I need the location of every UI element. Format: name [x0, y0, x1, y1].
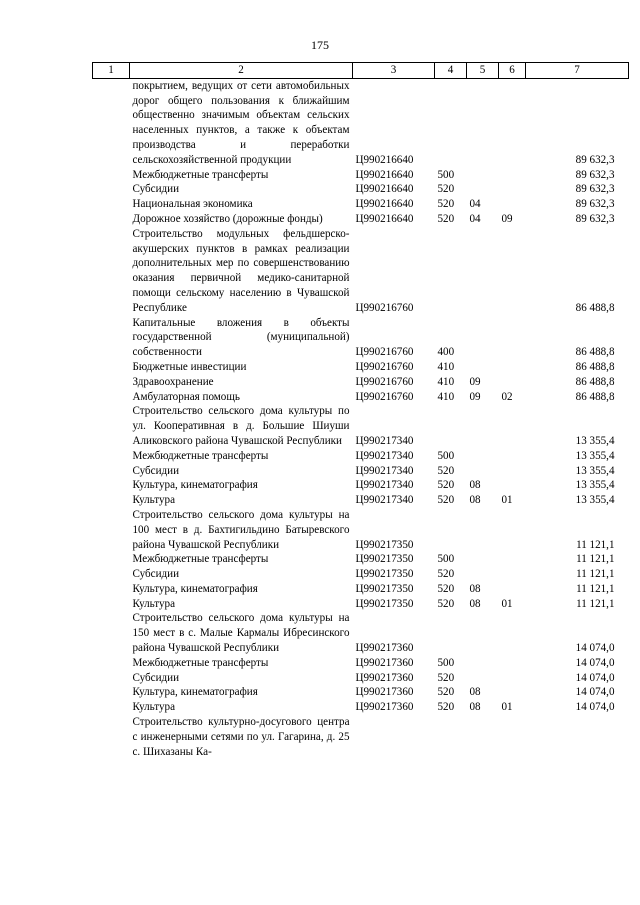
cell-expense-type: 410	[437, 375, 455, 388]
cell-target-code: Ц990217340	[355, 494, 414, 507]
table-row	[93, 404, 629, 448]
cell-subsection	[499, 375, 526, 390]
cell-empty	[93, 449, 130, 464]
cell-expense-type	[435, 404, 467, 448]
cell-empty	[93, 227, 130, 316]
cell-target-code: Ц990216760	[355, 375, 414, 388]
cell-subsection	[499, 227, 526, 316]
cell-empty	[93, 360, 130, 375]
cell-name: Культура	[132, 701, 176, 714]
cell-section: 08	[469, 701, 481, 714]
cell-name: Дорожное хозяйство (дорожные фонды)	[132, 212, 323, 225]
cell-name: Межбюджетные трансферты	[132, 168, 269, 181]
cell-expense-type: 520	[437, 494, 455, 507]
cell-amount: 86 488,8	[575, 346, 615, 359]
cell-amount: 14 074,0	[575, 642, 615, 655]
cell-empty	[93, 168, 130, 183]
table-row	[93, 493, 629, 508]
cell-section	[467, 656, 499, 671]
cell-expense-type: 520	[437, 464, 455, 477]
cell-name: Культура, кинематография	[132, 582, 258, 595]
cell-expense-type: 520	[437, 479, 455, 492]
cell-section	[467, 567, 499, 582]
cell-empty	[93, 567, 130, 582]
cell-subsection	[499, 404, 526, 448]
cell-subsection	[499, 567, 526, 582]
budget-table	[92, 62, 629, 759]
cell-name: Культура	[132, 494, 176, 507]
table-row	[93, 316, 629, 360]
cell-expense-type	[435, 227, 467, 316]
table-row	[93, 197, 629, 212]
cell-subsection	[499, 360, 526, 375]
column-header-2: 2	[130, 63, 353, 79]
cell-target-code: Ц990217360	[355, 642, 414, 655]
table-body	[93, 78, 629, 759]
cell-empty	[93, 78, 130, 167]
cell-section	[467, 671, 499, 686]
cell-subsection	[499, 552, 526, 567]
cell-subsection	[499, 464, 526, 479]
cell-subsection: 02	[501, 390, 513, 403]
cell-empty	[93, 390, 130, 405]
cell-empty	[93, 212, 130, 227]
header-row	[93, 63, 629, 79]
cell-amount: 13 355,4	[575, 479, 615, 492]
cell-empty	[93, 597, 130, 612]
cell-section: 09	[469, 375, 481, 388]
cell-section: 08	[469, 479, 481, 492]
cell-empty	[93, 611, 130, 655]
cell-empty	[93, 656, 130, 671]
cell-name: Субсидии	[132, 183, 180, 196]
cell-empty	[93, 478, 130, 493]
cell-section	[467, 464, 499, 479]
cell-subsection	[499, 671, 526, 686]
cell-amount: 11 121,1	[576, 538, 615, 551]
cell-target-code: Ц990217350	[355, 568, 414, 581]
cell-section	[467, 168, 499, 183]
cell-target-code: Ц990216640	[355, 153, 414, 166]
cell-amount: 89 632,3	[575, 153, 615, 166]
cell-section	[467, 449, 499, 464]
table-row	[93, 449, 629, 464]
cell-name: Межбюджетные трансферты	[132, 449, 269, 462]
cell-expense-type: 520	[437, 212, 455, 225]
table-row	[93, 656, 629, 671]
cell-subsection	[499, 685, 526, 700]
cell-subsection	[499, 611, 526, 655]
cell-amount: 86 488,8	[575, 360, 615, 373]
cell-expense-type: 520	[437, 198, 455, 211]
cell-target-code: Ц990216760	[355, 346, 414, 359]
table-row	[93, 464, 629, 479]
cell-amount: 11 121,1	[576, 582, 615, 595]
cell-empty	[93, 404, 130, 448]
cell-amount: 13 355,4	[575, 449, 615, 462]
cell-name: Амбулаторная помощь	[132, 390, 240, 403]
page-number: 175	[311, 38, 329, 52]
cell-subsection: 01	[501, 701, 513, 714]
cell-section	[467, 78, 499, 167]
cell-amount: 13 355,4	[575, 434, 615, 447]
cell-target-code: Ц990217350	[355, 538, 414, 551]
cell-empty	[93, 464, 130, 479]
cell-section	[467, 715, 499, 759]
cell-expense-type	[435, 715, 467, 759]
cell-amount: 14 074,0	[575, 656, 615, 669]
table-row	[93, 567, 629, 582]
cell-section: 08	[469, 582, 481, 595]
cell-name: Капитальные вложения в объекты государственной (муниципальной) собственности	[132, 316, 350, 359]
column-header-5: 5	[467, 63, 499, 79]
column-header-4: 4	[435, 63, 467, 79]
cell-subsection	[499, 715, 526, 759]
table-row	[93, 227, 629, 316]
cell-expense-type: 520	[437, 582, 455, 595]
table-header	[93, 63, 629, 79]
cell-target-code: Ц990217360	[355, 671, 414, 684]
cell-expense-type: 520	[437, 183, 455, 196]
table-row	[93, 671, 629, 686]
cell-amount: 14 074,0	[575, 686, 615, 699]
table-row	[93, 360, 629, 375]
cell-amount: 14 074,0	[575, 671, 615, 684]
cell-target-code: Ц990217340	[355, 464, 414, 477]
table-row	[93, 552, 629, 567]
cell-section	[467, 227, 499, 316]
cell-subsection	[499, 656, 526, 671]
cell-section	[467, 404, 499, 448]
cell-name: Культура	[132, 597, 176, 610]
table-row	[93, 478, 629, 493]
cell-amount: 86 488,8	[575, 375, 615, 388]
cell-section: 08	[469, 686, 481, 699]
cell-expense-type: 500	[437, 553, 455, 566]
cell-name: Строительство сельского дома культуры на 150 мест в с. Малые Кармалы Ибресинского района Чувашской Республики	[132, 612, 350, 655]
cell-target-code: Ц990216760	[355, 360, 414, 373]
cell-target-code: Ц990216640	[355, 168, 414, 181]
cell-empty	[93, 182, 130, 197]
table-row	[93, 508, 629, 552]
cell-subsection: 01	[501, 597, 513, 610]
cell-expense-type: 520	[437, 597, 455, 610]
cell-amount: 89 632,3	[575, 212, 615, 225]
cell-name: Строительство модульных фельдшерско-акушерских пунктов в рамках реализации дополнительных мер по совершенствованию оказания первичной медико-санитарной помощи сельскому населению в Чувашской Республике	[132, 227, 350, 314]
cell-subsection	[499, 478, 526, 493]
cell-expense-type: 500	[437, 656, 455, 669]
cell-section	[467, 552, 499, 567]
cell-name: Межбюджетные трансферты	[132, 656, 269, 669]
table-row	[93, 582, 629, 597]
column-header-3: 3	[353, 63, 435, 79]
table-row	[93, 168, 629, 183]
table-row	[93, 685, 629, 700]
cell-expense-type: 520	[437, 701, 455, 714]
cell-name: Бюджетные инвестиции	[132, 360, 247, 373]
cell-empty	[93, 316, 130, 360]
cell-expense-type: 400	[437, 346, 455, 359]
cell-name: Межбюджетные трансферты	[132, 553, 269, 566]
cell-target-code	[353, 715, 435, 759]
cell-empty	[93, 685, 130, 700]
cell-subsection	[499, 449, 526, 464]
cell-name: Субсидии	[132, 671, 180, 684]
cell-expense-type	[435, 508, 467, 552]
cell-section	[467, 611, 499, 655]
table-row	[93, 212, 629, 227]
cell-name: Субсидии	[132, 464, 180, 477]
cell-amount: 89 632,3	[575, 183, 615, 196]
cell-expense-type: 500	[437, 449, 455, 462]
cell-target-code: Ц990217340	[355, 449, 414, 462]
cell-name: Национальная экономика	[132, 198, 253, 211]
column-header-6: 6	[499, 63, 526, 79]
cell-name: Строительство сельского дома культуры по ул. Кооперативная в д. Большие Шиуши Аликовского района Чувашской Республики	[132, 405, 350, 447]
cell-expense-type	[435, 611, 467, 655]
cell-section	[467, 316, 499, 360]
cell-amount: 11 121,1	[576, 553, 615, 566]
cell-name: покрытием, ведущих от сети автомобильных дорог общего пользования к ближайшим общественно значимым объектам сельских населенных пунктов, а также к объектам производства и переработки сельскохозяйственной продукции	[132, 79, 350, 166]
cell-empty	[93, 671, 130, 686]
cell-section: 09	[469, 390, 481, 403]
table-row	[93, 597, 629, 612]
cell-amount: 13 355,4	[575, 494, 615, 507]
cell-empty	[93, 197, 130, 212]
cell-subsection	[499, 508, 526, 552]
cell-target-code: Ц990217350	[355, 582, 414, 595]
cell-expense-type	[435, 78, 467, 167]
column-header-7: 7	[526, 63, 629, 79]
cell-section: 08	[469, 494, 481, 507]
cell-name: Культура, кинематография	[132, 686, 258, 699]
cell-name: Субсидии	[132, 568, 180, 581]
cell-section	[467, 360, 499, 375]
cell-expense-type: 410	[437, 390, 455, 403]
cell-empty	[93, 552, 130, 567]
cell-empty	[93, 493, 130, 508]
cell-amount: 13 355,4	[575, 464, 615, 477]
cell-name: Культура, кинематография	[132, 479, 258, 492]
cell-subsection: 01	[501, 494, 513, 507]
cell-target-code: Ц990217360	[355, 701, 414, 714]
cell-section: 04	[469, 198, 481, 211]
cell-target-code: Ц990216640	[355, 183, 414, 196]
cell-expense-type: 520	[437, 671, 455, 684]
cell-target-code: Ц990217350	[355, 553, 414, 566]
cell-amount: 89 632,3	[575, 168, 615, 181]
cell-expense-type: 410	[437, 360, 455, 373]
cell-subsection	[499, 182, 526, 197]
cell-amount: 11 121,1	[576, 597, 615, 610]
cell-target-code: Ц990217360	[355, 686, 414, 699]
cell-target-code: Ц990216640	[355, 212, 414, 225]
cell-name: Строительство культурно-досугового центра с инженерными сетями по ул. Гагарина, д. 25 с. Шихазаны Ка-	[132, 716, 350, 758]
cell-amount: 86 488,8	[575, 390, 615, 403]
cell-expense-type: 520	[437, 568, 455, 581]
cell-empty	[93, 715, 130, 759]
cell-subsection	[499, 197, 526, 212]
cell-amount	[526, 715, 629, 759]
table-row	[93, 611, 629, 655]
cell-expense-type: 520	[437, 686, 455, 699]
cell-target-code: Ц990217340	[355, 479, 414, 492]
cell-empty	[93, 582, 130, 597]
cell-target-code: Ц990216760	[355, 390, 414, 403]
cell-subsection	[499, 582, 526, 597]
table-row	[93, 375, 629, 390]
cell-subsection	[499, 168, 526, 183]
cell-section: 08	[469, 597, 481, 610]
cell-amount: 11 121,1	[576, 568, 615, 581]
column-header-1: 1	[93, 63, 130, 79]
cell-empty	[93, 700, 130, 715]
cell-section: 04	[469, 212, 481, 225]
cell-expense-type: 500	[437, 168, 455, 181]
cell-target-code: Ц990217340	[355, 434, 414, 447]
cell-target-code: Ц990216640	[355, 198, 414, 211]
cell-name: Здравоохранение	[132, 375, 214, 388]
cell-amount: 86 488,8	[575, 301, 615, 314]
table-row	[93, 700, 629, 715]
cell-subsection	[499, 316, 526, 360]
cell-empty	[93, 508, 130, 552]
cell-target-code: Ц990217360	[355, 656, 414, 669]
table-row	[93, 390, 629, 405]
cell-subsection: 09	[501, 212, 513, 225]
cell-amount: 89 632,3	[575, 198, 615, 211]
cell-section	[467, 508, 499, 552]
cell-subsection	[499, 78, 526, 167]
table-row	[93, 715, 629, 759]
cell-target-code: Ц990217350	[355, 597, 414, 610]
cell-section	[467, 182, 499, 197]
cell-amount: 14 074,0	[575, 701, 615, 714]
cell-target-code: Ц990216760	[355, 301, 414, 314]
cell-name: Строительство сельского дома культуры на 100 мест в д. Бахтигильдино Батыревского района Чувашской Республики	[132, 508, 350, 551]
cell-empty	[93, 375, 130, 390]
table-row	[93, 78, 629, 167]
table-row	[93, 182, 629, 197]
